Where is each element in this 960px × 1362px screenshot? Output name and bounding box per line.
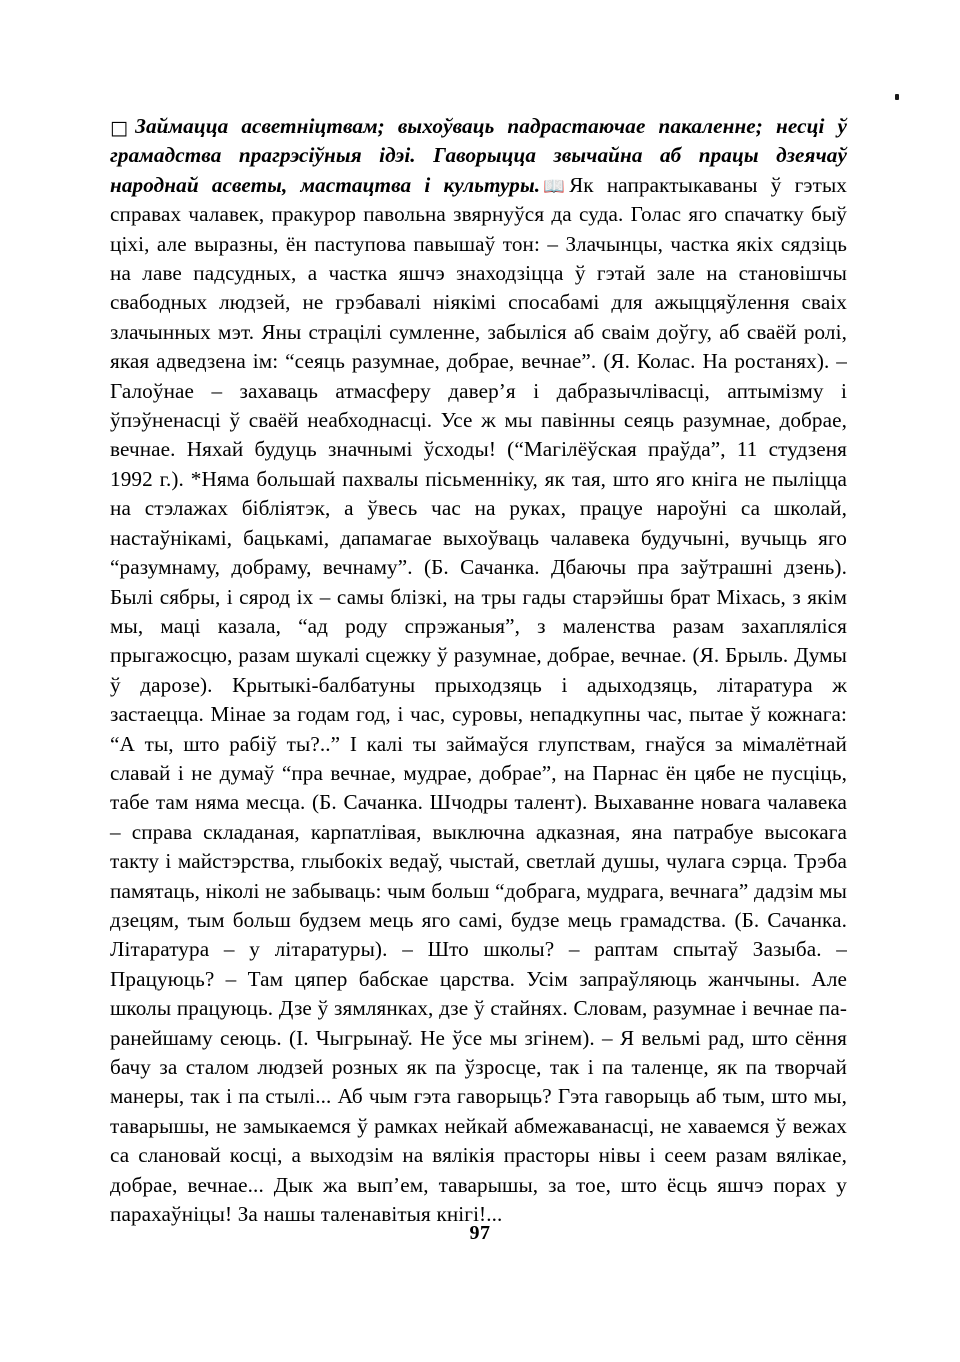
main-body-text: Як напрактыкаваны ў гэтых справах чалавек, пракурор павольна звярнуўся да суда. Голас яго спачатку быў ціхі, але выразны, ён паступова павышаў тон: – Злачынцы, частка якіх сядзіць на лаве падсудных, а частка яшчэ знаходзіцца ў гэтай зале на становішчы свабодных людзей, не грэбавалі ніякімі спосабамі для ажыццяўлення сваіх злачынных мэт. Яны страцілі сумленне, забыліся аб сваім доўгу, аб сваёй ролі, якая адведзена ім: “сеяць разумнае, добрае, вечнае”. (Я. Колас. На ростанях). – Галоўнае – захаваць атмасферу давер’я і дабразычлівасці, аптымізму і ўпэўненасці ў сваёй неабходнасці. Усе ж мы павінны сеяць разумнае, добрае, вечнае. Няхай будуць значнымі ўсходы! (“Магілёўская праўда”, 11 студзеня 1992 г.). *Няма большай пахвалы пісьменніку, як тая, што яго кніга не пыліцца на стэлажах бібліятэк, а ўвесь час на руках, працуе нароўні са школай, настаўнікамі, бацькамі, дапамагае выхоўваць чалавека будучыні, вучыць яго “разумнаму, добраму, вечнаму”. (Б. Сачанка. Дбаючы пра заўтрашні дзень). Былі сябры, і сярод іх – самы блізкі, на тры гады старэйшы брат Міхась, з якім мы, маці казала, “ад роду спрэжаныя”, з маленства разам захапляліся прыгажосцю, разам шукалі сцежку ў разумнае, добрае, вечнае. (Я. Брыль. Думы ў дарозе). Крытыкі-балбатуны прыходзяць і адыходзяць, літаратура ж застаецца. Мінае за годам год, і час, суровы, непадкупны час, пытае ў кожнага: “А ты, што рабіў ты?..” І калі ты займаўся глупствам, гнаўся за мімалётнай славай і не думаў “пра вечнае, мудрае, добрае”, на Парнас ён цябе не пусціць, табе там няма месца. (Б. Сачанка. Шчодры талент). Выхаванне новага чалавека – справа складаная, карпатлівая, выключна адказная, яна патрабуе высокага такту і майстэрства, глыбокіх ведаў, чыстай, светлай душы, чулага сэрца. Трэба памятаць, ніколі не забываць: чым больш “добрага, мудрага, вечнага” дадзім мы дзецям, тым больш будзем мець яго самі, будзе мець грамадства. (Б. Сачанка. Літаратура – у літаратуры). – Што школы? – раптам спытаў Зазыба. – Працуюць? – Там цяпер бабскае царства. Усім запраўляюць жанчыны. Але школы працуюць. Дзе ў зямлянках, дзе ў стайнях. Словам, разумнае і вечнае па-ранейшаму сеюць. (І. Чыгрынаў. Не ўсе мы згінем). – Я вельмі рад, што сёння бачу за сталом людзей розных як па ўзросце, так і па таленце, як па творчай манеры, так і па стылі... Аб чым гэта гаворыць? Гэта гаворыць аб тым, што мы, таварышы, не замыкаемся ў рамках нейкай абмежаванасці, не хаваемся ў вежах са слановай косці, а выходзім на вялікія прасторы нівы і сеем разам вялікае, добрае, вечнае... Дык жа вып’ем, таварышы, за тое, што ёсць яшчэ порах у парахаўніцы! За нашы таленавітыя кнігі!... [110, 172, 847, 1227]
body-paragraph [110, 112, 847, 1229]
body-text-column [110, 112, 847, 1229]
scan-artifact-speck [895, 94, 899, 100]
lead-in-italic-text: Займацца асветніцтвам; выхоўваць падрастаючае пакаленне; несці ў грамадства прагрэсіўныя ідэі. Гаворыцца звычайна аб працы дзеячаў народнай асветы, мастацтва і культуры. [110, 114, 847, 197]
page-number: 97 [469, 1222, 491, 1244]
white-square-glyph: □ [110, 117, 129, 139]
open-book-glyph: 📖 [543, 176, 566, 197]
